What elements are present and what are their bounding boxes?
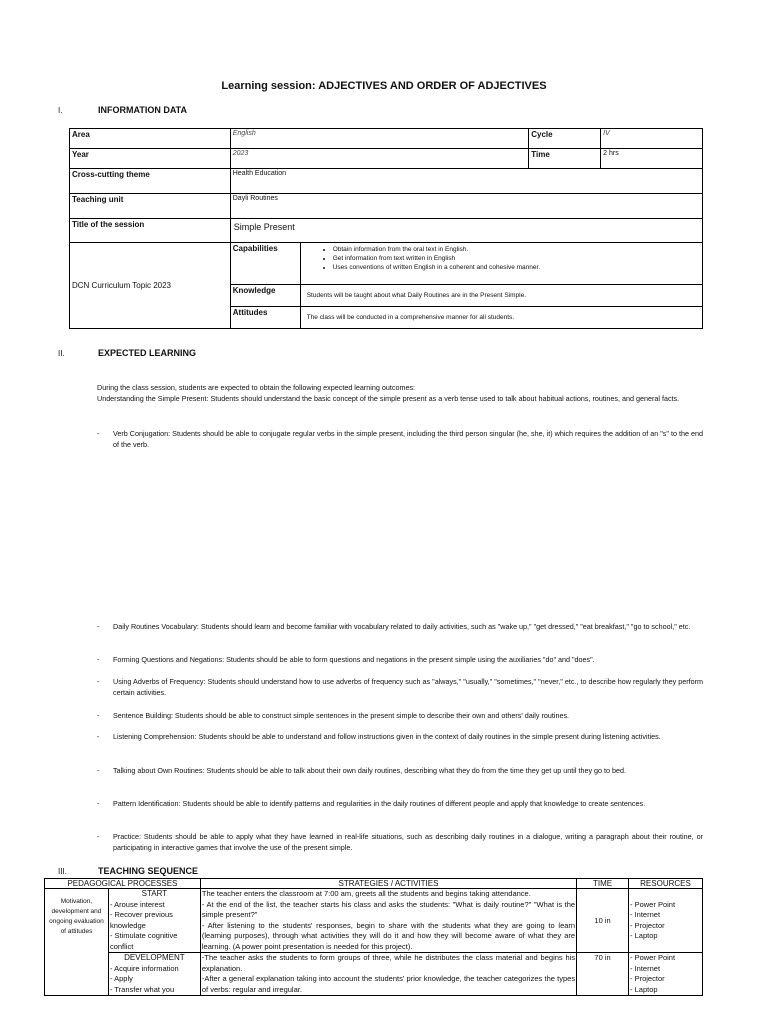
resource-item: - Power Point	[630, 953, 676, 962]
expected-intro	[97, 382, 703, 404]
section-number: III.	[58, 867, 67, 876]
page-title: Learning session: ADJECTIVES AND ORDER OF ADJECTIVES	[221, 80, 547, 92]
attitudes-value: The class will be conducted in a comprehensive manner for all students.	[300, 307, 702, 329]
theme-value: Health Education	[230, 169, 702, 194]
header-resources: RESOURCES	[629, 879, 703, 889]
session-label: Title of the session	[70, 219, 231, 243]
attitudes-label: Attitudes	[230, 307, 300, 329]
knowledge-value: Students will be taught about what Daily Routines are in the Present Simple.	[300, 285, 702, 307]
resource-item: - Internet	[630, 963, 661, 973]
development-time: 70 in	[577, 953, 629, 996]
cycle-value: IV	[601, 129, 703, 149]
process-item: - Acquire information	[109, 963, 179, 973]
development-activities-cell	[200, 953, 576, 996]
area-value: English	[230, 129, 529, 149]
time-label: Time	[529, 149, 601, 169]
activity-line: - After listening to the students' responses, begin to share with the students what they are going to learn (learning purposes), through what activities they will do it and how they will become aware of what they are learning. (A power point presentation is needed for this project).	[201, 920, 576, 951]
year-value: 2023	[230, 149, 529, 169]
resource-item: - Internet	[630, 910, 661, 919]
process-item: - Stimulate cognitive conflict	[109, 931, 178, 951]
theme-label: Cross-cutting theme	[70, 169, 231, 194]
bullet-dash: -	[97, 655, 100, 664]
outcome-item	[97, 798, 703, 809]
capabilities-list	[303, 246, 700, 271]
start-activities-cell	[200, 889, 576, 953]
start-process-cell	[108, 889, 200, 953]
year-label: Year	[70, 149, 231, 169]
activity-line: The teacher enters the classroom at 7:00 am, greets all the students and begins taking attendance.	[201, 889, 531, 898]
bullet-dash: -	[97, 429, 100, 438]
outcome-text: Forming Questions and Negations: Students should be able to form questions and negations in the present simple using the auxiliaries "do" and "does".	[113, 655, 595, 664]
knowledge-label: Knowledge	[230, 285, 300, 307]
section-title: EXPECTED LEARNING	[98, 348, 197, 358]
process-item: - Arouse interest	[109, 899, 165, 909]
time-value: 2 hrs	[601, 149, 703, 169]
activity-line: - At the end of the list, the teacher starts his class and asks the students: "What is daily routine?" "What is the simple present?"	[201, 899, 576, 919]
teaching-sequence-table	[44, 878, 703, 996]
outcome-text: Pattern Identification: Students should be able to identify patterns and regularities in the daily routines of different people and apply that knowledge to create sentences.	[113, 799, 646, 808]
resource-item: - Laptop	[630, 931, 658, 940]
resource-item: - Laptop	[630, 984, 658, 994]
process-item: - Transfer what you	[109, 984, 175, 994]
capabilities-label: Capabilities	[230, 243, 300, 285]
unit-label: Teaching unit	[70, 194, 231, 219]
motivation-cell: Motivation, development and ongoing evaluation of attitudes	[45, 889, 109, 996]
outcome-item	[97, 765, 703, 776]
header-strategies: STRATEGIES / ACTIVITIES	[200, 879, 576, 889]
bullet-dash: -	[97, 766, 100, 775]
outcome-item	[97, 428, 703, 450]
activity-line: -The teacher asks the students to form groups of three, while he distributes the class material and begins his explanation.	[201, 953, 576, 973]
resource-item: - Projector	[630, 974, 665, 983]
section-number: II.	[58, 349, 65, 358]
capability-item: • Uses conventions of written English in a coherent and cohesive manner.	[333, 264, 700, 271]
unit-value: Dayli Routines	[230, 194, 702, 219]
bullet-dash: -	[97, 711, 100, 720]
bullet-dash: -	[97, 832, 100, 841]
outcome-text: Sentence Building: Students should be able to construct simple sentences in the present simple to describe their own and others' daily routines.	[113, 711, 570, 720]
capability-item: • Obtain information from the oral text in English.	[333, 246, 700, 253]
process-item: - Recover previous knowledge	[109, 910, 173, 930]
bullet-dash: -	[97, 732, 100, 741]
section-title: INFORMATION DATA	[98, 105, 187, 115]
capabilities-cell	[300, 243, 702, 285]
outcome-text: Practice: Students should be able to apply what they have learned in real-life situations, such as describing daily routines in a dialogue, writing a paragraph about their routine, or participating in interactive games that involve the use of the present simple.	[113, 832, 703, 852]
outcome-text: Daily Routines Vocabulary: Students should learn and become familiar with vocabulary related to daily activities, such as "wake up," "get dressed," "eat breakfast," "go to school," etc.	[113, 622, 691, 631]
information-table	[69, 128, 703, 329]
intro-paragraph: Understanding the Simple Present: Students should understand the basic concept of the simple present as a verb tense used to talk about habitual actions, routines, and general facts.	[97, 394, 680, 403]
cycle-label: Cycle	[529, 129, 601, 149]
dcn-label: DCN Curriculum Topic 2023	[70, 243, 231, 329]
intro-line: During the class session, students are expected to obtain the following expected learning outcomes:	[97, 383, 416, 392]
bullet-dash: -	[97, 799, 100, 808]
outcome-text: Listening Comprehension: Students should be able to understand and follow instructions given in the context of daily routines in the simple present during listening activities.	[113, 732, 661, 741]
development-process-cell	[108, 953, 200, 996]
start-time: 10 in	[577, 889, 629, 953]
bullet-dash: -	[97, 677, 100, 686]
process-item: - Apply	[109, 974, 133, 983]
section-heading-expected	[58, 348, 196, 358]
area-label: Area	[70, 129, 231, 149]
section-heading-information	[58, 105, 187, 115]
outcome-item	[97, 676, 703, 698]
outcome-text: Talking about Own Routines: Students should be able to talk about their own daily routines, describing what they do from the time they get up until they go to bed.	[113, 766, 627, 775]
section-number: I.	[58, 106, 63, 115]
development-title: DEVELOPMENT	[124, 953, 185, 962]
development-resources-cell	[629, 953, 703, 996]
outcome-item	[97, 831, 703, 853]
bullet-dash: -	[97, 622, 100, 631]
resource-item: - Power Point	[630, 899, 676, 909]
start-resources-cell	[629, 889, 703, 953]
outcome-item	[97, 654, 703, 665]
header-processes: PEDAGOGICAL PROCESSES	[45, 879, 201, 889]
start-title: START	[141, 889, 168, 898]
outcome-text: Verb Conjugation: Students should be able to conjugate regular verbs in the simple present, including the third person singular (he, she, it) which requires the addition of an "s" to the end of the verb.	[113, 429, 703, 449]
outcome-text: Using Adverbs of Frequency: Students should understand how to use adverbs of frequency such as "always," "usually," "sometimes," "never," etc., to describe how regularly they perform certain activities.	[113, 677, 703, 697]
outcome-item	[97, 710, 703, 721]
outcome-item	[97, 731, 703, 742]
activity-line: -After a general explanation taking into account the students' prior knowledge, the teacher categorizes the types of verbs: regular and irregular.	[201, 974, 576, 994]
outcome-item	[97, 621, 703, 632]
capability-item: • Get information from text written in English	[333, 255, 700, 262]
header-time: TIME	[577, 879, 629, 889]
session-value: Simple Present	[230, 219, 702, 243]
resource-item: - Projector	[630, 920, 665, 930]
section-heading-sequence	[58, 866, 198, 876]
section-title: TEACHING SEQUENCE	[98, 866, 199, 876]
